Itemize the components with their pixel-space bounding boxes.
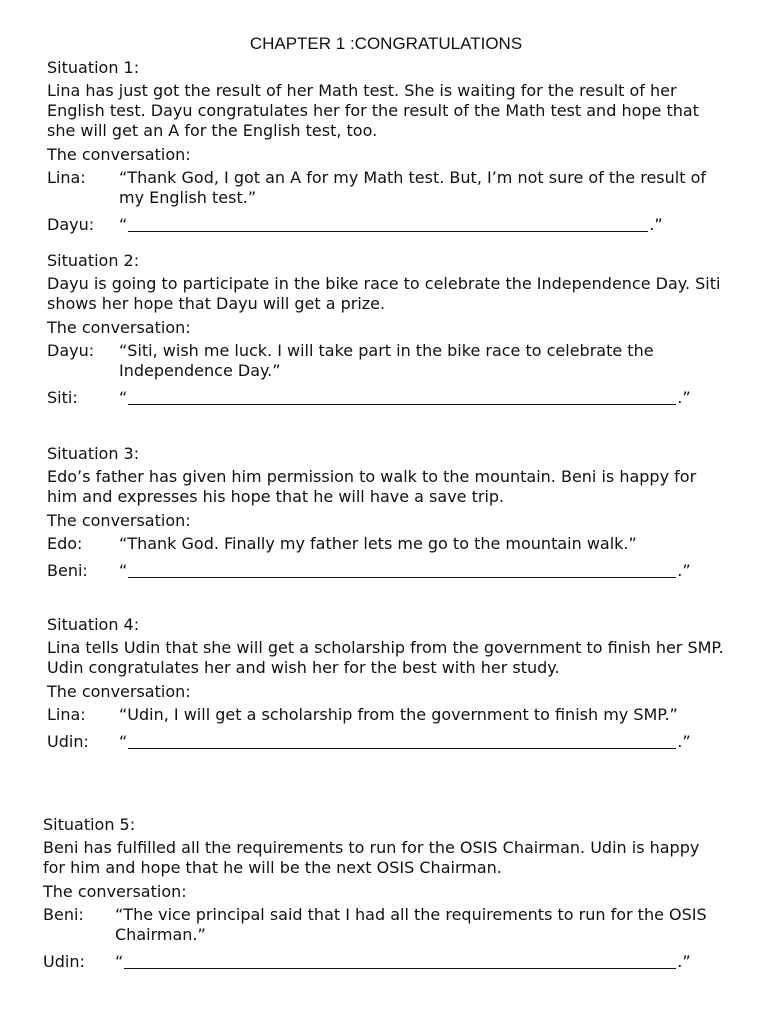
answer-line	[43, 952, 723, 972]
situation-label: Situation 3:	[47, 444, 140, 463]
dialogue-line	[47, 341, 727, 381]
answer-blank[interactable]	[128, 215, 648, 232]
situation-description: Dayu is going to participate in the bike race to celebrate the Independence Day. Siti shows her hope that Dayu will get a prize.	[47, 274, 721, 313]
situation-5	[43, 815, 723, 979]
situation-label: Situation 1:	[47, 58, 140, 77]
conversation-heading: The conversation:	[47, 511, 191, 530]
dialogue-text: “Thank God. Finally my father lets me go to the mountain walk.”	[119, 534, 637, 553]
answer-blank[interactable]	[128, 561, 676, 578]
situation-description: Lina has just got the result of her Math test. She is waiting for the result of her English test. Dayu congratulates her for the result of the Math test and hope that she will get an A for the English test, too.	[47, 81, 699, 140]
answer-line	[47, 388, 727, 408]
answer-line	[47, 561, 727, 581]
open-quote: “	[119, 215, 128, 234]
close-quote: .”	[649, 215, 663, 234]
situation-description: Beni has fulfilled all the requirements to run for the OSIS Chairman. Udin is happy for him and hope that he will be the next OSIS Chairman.	[43, 838, 700, 877]
conversation-heading: The conversation:	[47, 318, 191, 337]
answer-blank[interactable]	[128, 388, 676, 405]
dialogue-line	[47, 168, 727, 208]
situation-label: Situation 5:	[43, 815, 136, 834]
answer-line	[47, 732, 727, 752]
open-quote: “	[115, 952, 124, 971]
conversation-heading: The conversation:	[47, 145, 191, 164]
speaker-name: Udin:	[47, 732, 89, 751]
dialogue-text: “Thank God, I got an A for my Math test. But, I’m not sure of the result of my English test.”	[119, 168, 707, 207]
open-quote: “	[119, 561, 128, 580]
situation-label: Situation 4:	[47, 615, 140, 634]
dialogue-line	[47, 705, 727, 725]
close-quote: .”	[677, 732, 691, 751]
speaker-name: Siti:	[47, 388, 78, 407]
page-title: CHAPTER 1 :CONGRATULATIONS	[249, 34, 523, 53]
speaker-name: Lina:	[47, 168, 86, 187]
speaker-name: Beni:	[43, 905, 84, 924]
speaker-name: Dayu:	[47, 341, 95, 360]
speaker-name: Udin:	[43, 952, 85, 971]
situation-1	[47, 58, 727, 242]
close-quote: .”	[677, 561, 691, 580]
dialogue-line	[43, 905, 723, 945]
open-quote: “	[119, 388, 128, 407]
situation-description: Lina tells Udin that she will get a scholarship from the government to finish her SMP. Udin congratulates her and wish her for the best with her study.	[47, 638, 724, 677]
speaker-name: Lina:	[47, 705, 86, 724]
open-quote: “	[119, 732, 128, 751]
dialogue-text: “The vice principal said that I had all the requirements to run for the OSIS Chairman.”	[115, 905, 707, 944]
close-quote: .”	[677, 388, 691, 407]
speaker-name: Beni:	[47, 561, 88, 580]
dialogue-text: “Udin, I will get a scholarship from the government to finish my SMP.”	[119, 705, 678, 724]
situation-4	[47, 615, 727, 759]
situation-label: Situation 2:	[47, 251, 140, 270]
conversation-heading: The conversation:	[43, 882, 187, 901]
dialogue-line	[47, 534, 727, 554]
answer-line	[47, 215, 727, 235]
dialogue-text: “Siti, wish me luck. I will take part in the bike race to celebrate the Independence Day.”	[119, 341, 654, 380]
speaker-name: Dayu:	[47, 215, 95, 234]
situation-description: Edo’s father has given him permission to walk to the mountain. Beni is happy for him and expresses his hope that he will have a save trip.	[47, 467, 697, 506]
situation-2	[47, 251, 727, 415]
speaker-name: Edo:	[47, 534, 83, 553]
close-quote: .”	[677, 952, 691, 971]
situation-3	[47, 444, 727, 588]
answer-blank[interactable]	[124, 952, 676, 969]
answer-blank[interactable]	[128, 732, 676, 749]
conversation-heading: The conversation:	[47, 682, 191, 701]
